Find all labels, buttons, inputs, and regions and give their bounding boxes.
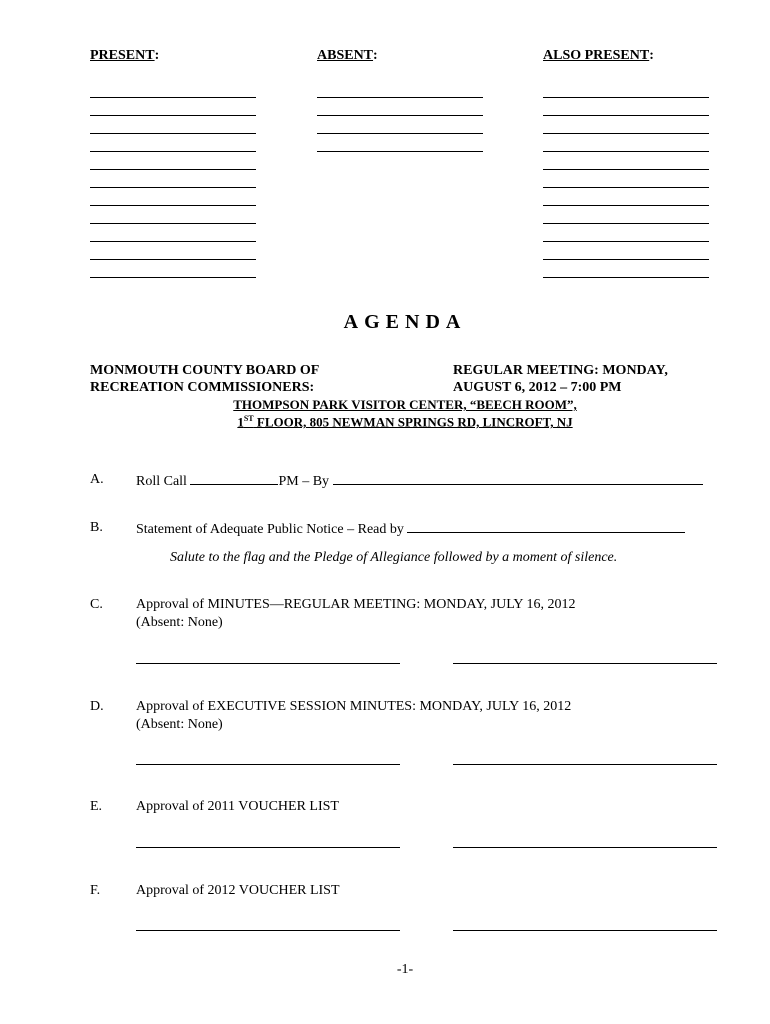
item-f-voucher-2012: Approval of 2012 VOUCHER LIST: [136, 883, 340, 898]
item-f-letter: F.: [90, 883, 101, 898]
present-header: PRESENT:: [90, 48, 160, 63]
absent-line[interactable]: [317, 115, 483, 116]
present-line[interactable]: [90, 187, 256, 188]
also-present-line[interactable]: [543, 97, 709, 98]
item-d-exec-minutes: Approval of EXECUTIVE SESSION MINUTES: MONDAY, JULY 16, 2012: [136, 699, 572, 714]
also-present-line[interactable]: [543, 277, 709, 278]
also-present-line[interactable]: [543, 241, 709, 242]
item-c-letter: C.: [90, 597, 103, 612]
also-present-line[interactable]: [543, 187, 709, 188]
location-line2: 1ST FLOOR, 805 NEWMAN SPRINGS RD, LINCROFT, NJ: [237, 414, 573, 430]
present-line[interactable]: [90, 223, 256, 224]
item-d-letter: D.: [90, 699, 104, 714]
item-e-second-line[interactable]: [453, 847, 717, 848]
meeting-type-line: REGULAR MEETING: MONDAY,: [453, 363, 668, 378]
page-number: -1-: [396, 962, 414, 977]
present-line[interactable]: [90, 259, 256, 260]
item-c-motion-line[interactable]: [136, 663, 400, 664]
present-line[interactable]: [90, 241, 256, 242]
item-c-absent: (Absent: None): [136, 615, 223, 630]
absent-line[interactable]: [317, 97, 483, 98]
item-f-second-line[interactable]: [453, 930, 717, 931]
agenda-title: AGENDA: [343, 311, 467, 333]
item-b-notice: Statement of Adequate Public Notice – Read by: [136, 520, 685, 538]
present-line[interactable]: [90, 97, 256, 98]
item-d-absent: (Absent: None): [136, 717, 223, 732]
also-present-line[interactable]: [543, 169, 709, 170]
also-present-line[interactable]: [543, 223, 709, 224]
item-c-minutes: Approval of MINUTES—REGULAR MEETING: MONDAY, JULY 16, 2012: [136, 597, 576, 612]
item-e-voucher-2011: Approval of 2011 VOUCHER LIST: [136, 799, 339, 814]
also-present-line[interactable]: [543, 151, 709, 152]
also-present-line[interactable]: [543, 205, 709, 206]
item-b-letter: B.: [90, 520, 103, 535]
absent-line[interactable]: [317, 133, 483, 134]
item-d-motion-line[interactable]: [136, 764, 400, 765]
item-f-motion-line[interactable]: [136, 930, 400, 931]
present-line[interactable]: [90, 133, 256, 134]
notice-read-by-field[interactable]: [407, 520, 685, 533]
roll-call-by-field[interactable]: [333, 472, 703, 485]
present-line[interactable]: [90, 169, 256, 170]
also-present-line[interactable]: [543, 259, 709, 260]
item-a-letter: A.: [90, 472, 104, 487]
present-line[interactable]: [90, 205, 256, 206]
also-present-line[interactable]: [543, 133, 709, 134]
also-present-header: ALSO PRESENT:: [543, 48, 654, 63]
item-c-second-line[interactable]: [453, 663, 717, 664]
absent-line[interactable]: [317, 151, 483, 152]
present-line[interactable]: [90, 277, 256, 278]
location-line1: THOMPSON PARK VISITOR CENTER, “BEECH ROOM”,: [233, 397, 577, 412]
salute-statement: Salute to the flag and the Pledge of Allegiance followed by a moment of silence.: [170, 550, 618, 565]
roll-call-time-field[interactable]: [190, 472, 278, 485]
item-a-roll-call: Roll Call PM – By: [136, 472, 703, 490]
board-name-line2: RECREATION COMMISSIONERS:: [90, 380, 315, 395]
item-e-letter: E.: [90, 799, 103, 814]
board-name-line1: MONMOUTH COUNTY BOARD OF: [90, 363, 320, 378]
item-d-second-line[interactable]: [453, 764, 717, 765]
present-line[interactable]: [90, 115, 256, 116]
item-e-motion-line[interactable]: [136, 847, 400, 848]
meeting-date-line: AUGUST 6, 2012 – 7:00 PM: [453, 380, 622, 395]
also-present-line[interactable]: [543, 115, 709, 116]
present-line[interactable]: [90, 151, 256, 152]
absent-header: ABSENT:: [317, 48, 378, 63]
